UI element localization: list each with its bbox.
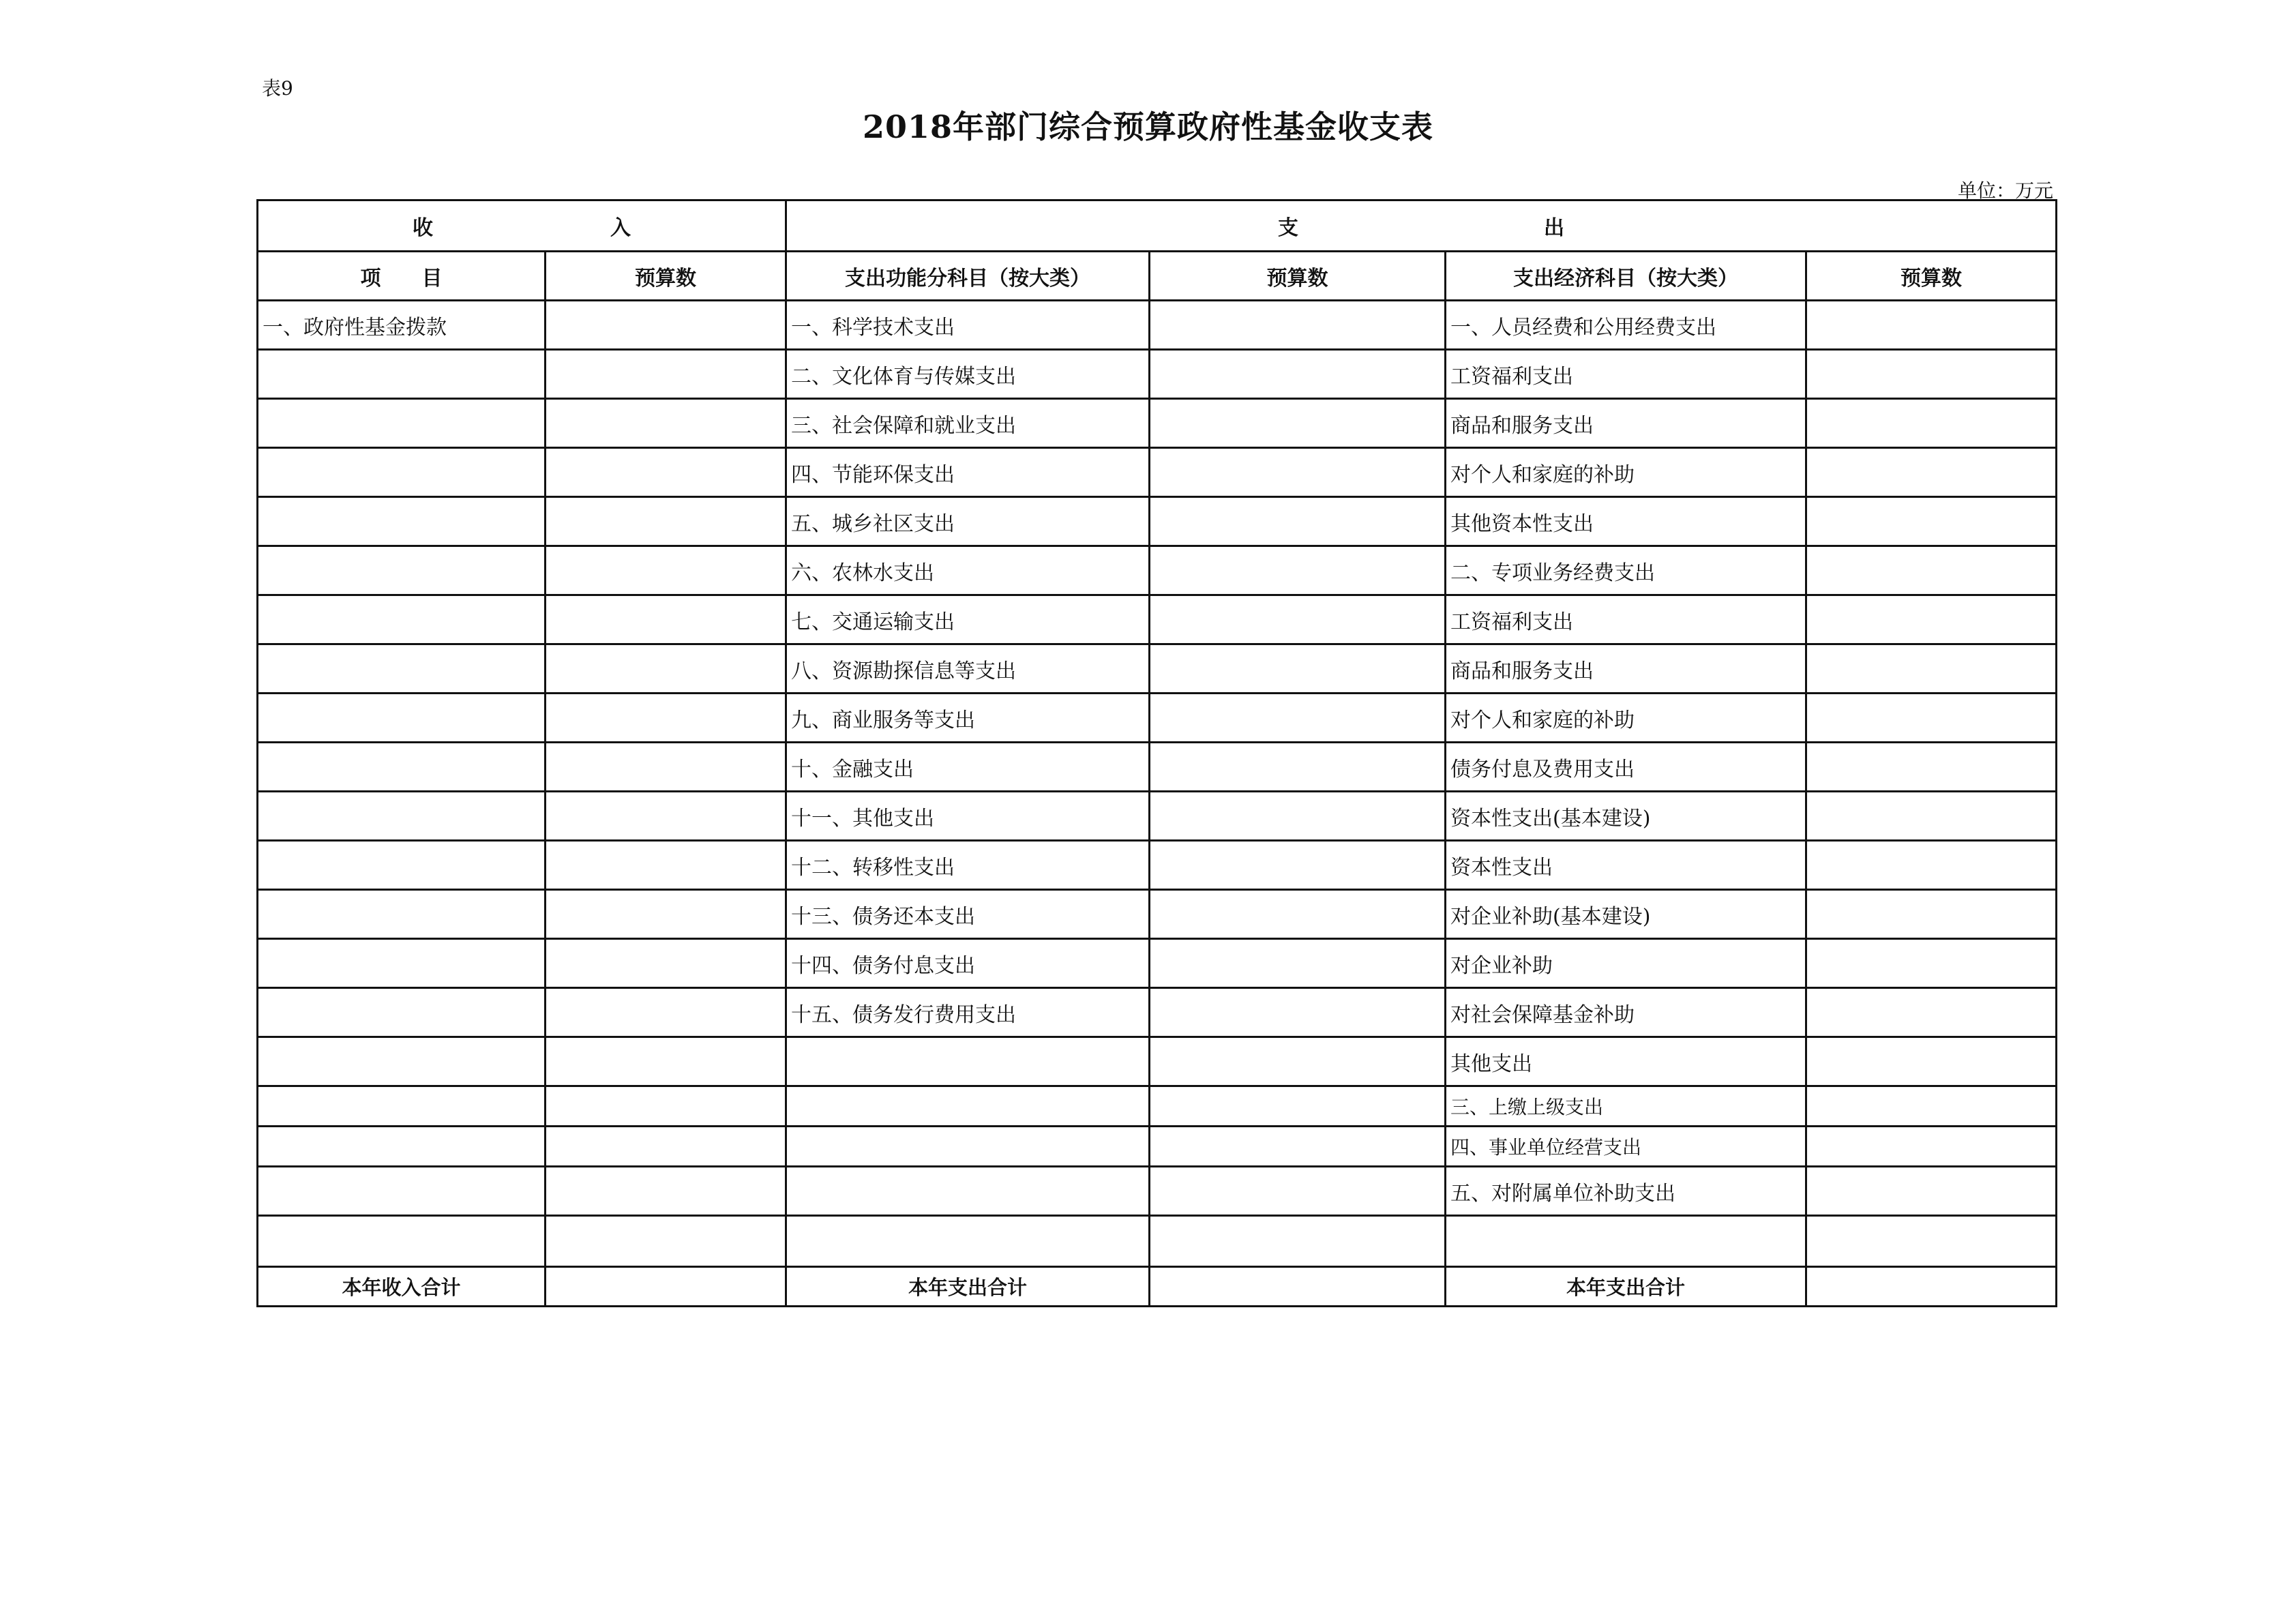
econ-item: 债务付息及费用支出 — [1446, 743, 1806, 792]
func-item: 十三、债务还本支出 — [786, 890, 1150, 939]
table-row — [258, 1127, 2057, 1167]
page-title: 2018年部门综合预算政府性基金收支表 — [862, 108, 1434, 145]
econ-item: 对社会保障基金补助 — [1446, 988, 1806, 1037]
table-row-empty — [258, 1216, 2057, 1267]
table-row — [258, 497, 2057, 546]
func-item: 四、节能环保支出 — [786, 448, 1150, 497]
func-item: 一、科学技术支出 — [786, 301, 1150, 350]
expense-header: 支 出 — [786, 200, 2057, 252]
econ-item: 四、事业单位经营支出 — [1446, 1127, 1806, 1167]
func-item: 八、资源勘探信息等支出 — [786, 644, 1150, 694]
func-total-label: 本年支出合计 — [786, 1267, 1150, 1307]
table-row — [258, 1167, 2057, 1216]
func-item: 十二、转移性支出 — [786, 841, 1150, 890]
econ-item: 对个人和家庭的补助 — [1446, 448, 1806, 497]
econ-item: 五、对附属单位补助支出 — [1446, 1167, 1806, 1216]
unit-label: 单位：万元 — [1957, 179, 2053, 202]
func-item: 七、交通运输支出 — [786, 595, 1150, 644]
col-header-budget: 预算数 — [1806, 252, 2057, 301]
table-row — [258, 448, 2057, 497]
table-row — [258, 939, 2057, 988]
table-row — [258, 399, 2057, 448]
func-item: 十、金融支出 — [786, 743, 1150, 792]
table-row — [258, 546, 2057, 595]
econ-item: 商品和服务支出 — [1446, 399, 1806, 448]
econ-item: 工资福利支出 — [1446, 350, 1806, 399]
econ-item: 资本性支出 — [1446, 841, 1806, 890]
income-total-label: 本年收入合计 — [258, 1267, 546, 1307]
econ-total-label: 本年支出合计 — [1446, 1267, 1806, 1307]
col-header-econ: 支出经济科目（按大类） — [1446, 252, 1806, 301]
table-row — [258, 350, 2057, 399]
col-header-budget: 预算数 — [546, 252, 786, 301]
header-row-2 — [258, 252, 2057, 301]
econ-item: 对企业补助(基本建设) — [1446, 890, 1806, 939]
func-item: 三、社会保障和就业支出 — [786, 399, 1150, 448]
table-row — [258, 1037, 2057, 1086]
func-item: 十四、债务付息支出 — [786, 939, 1150, 988]
func-item: 十五、债务发行费用支出 — [786, 988, 1150, 1037]
budget-table — [256, 199, 2057, 1307]
table-row — [258, 841, 2057, 890]
econ-item: 其他资本性支出 — [1446, 497, 1806, 546]
econ-item: 一、人员经费和公用经费支出 — [1446, 301, 1806, 350]
col-header-func: 支出功能分科目（按大类） — [786, 252, 1150, 301]
table-row — [258, 1086, 2057, 1127]
income-header: 收 入 — [258, 200, 786, 252]
econ-item: 对个人和家庭的补助 — [1446, 694, 1806, 743]
table-row — [258, 890, 2057, 939]
econ-item: 其他支出 — [1446, 1037, 1806, 1086]
table-row — [258, 694, 2057, 743]
func-item: 九、商业服务等支出 — [786, 694, 1150, 743]
table-row — [258, 301, 2057, 350]
table-row — [258, 792, 2057, 841]
func-item: 十一、其他支出 — [786, 792, 1150, 841]
income-item: 一、政府性基金拨款 — [258, 301, 546, 350]
func-item: 五、城乡社区支出 — [786, 497, 1150, 546]
econ-item: 工资福利支出 — [1446, 595, 1806, 644]
table-row — [258, 743, 2057, 792]
table-row — [258, 988, 2057, 1037]
header-row-1 — [258, 200, 2057, 252]
econ-item: 三、上缴上级支出 — [1446, 1086, 1806, 1127]
econ-item: 商品和服务支出 — [1446, 644, 1806, 694]
totals-row — [258, 1267, 2057, 1307]
econ-item: 对企业补助 — [1446, 939, 1806, 988]
table-number-label: 表9 — [262, 77, 293, 100]
table-row — [258, 595, 2057, 644]
func-item: 二、文化体育与传媒支出 — [786, 350, 1150, 399]
econ-item: 资本性支出(基本建设) — [1446, 792, 1806, 841]
func-item: 六、农林水支出 — [786, 546, 1150, 595]
econ-item: 二、专项业务经费支出 — [1446, 546, 1806, 595]
col-header-budget: 预算数 — [1150, 252, 1446, 301]
col-header-item: 项 目 — [258, 252, 546, 301]
table-row — [258, 644, 2057, 694]
